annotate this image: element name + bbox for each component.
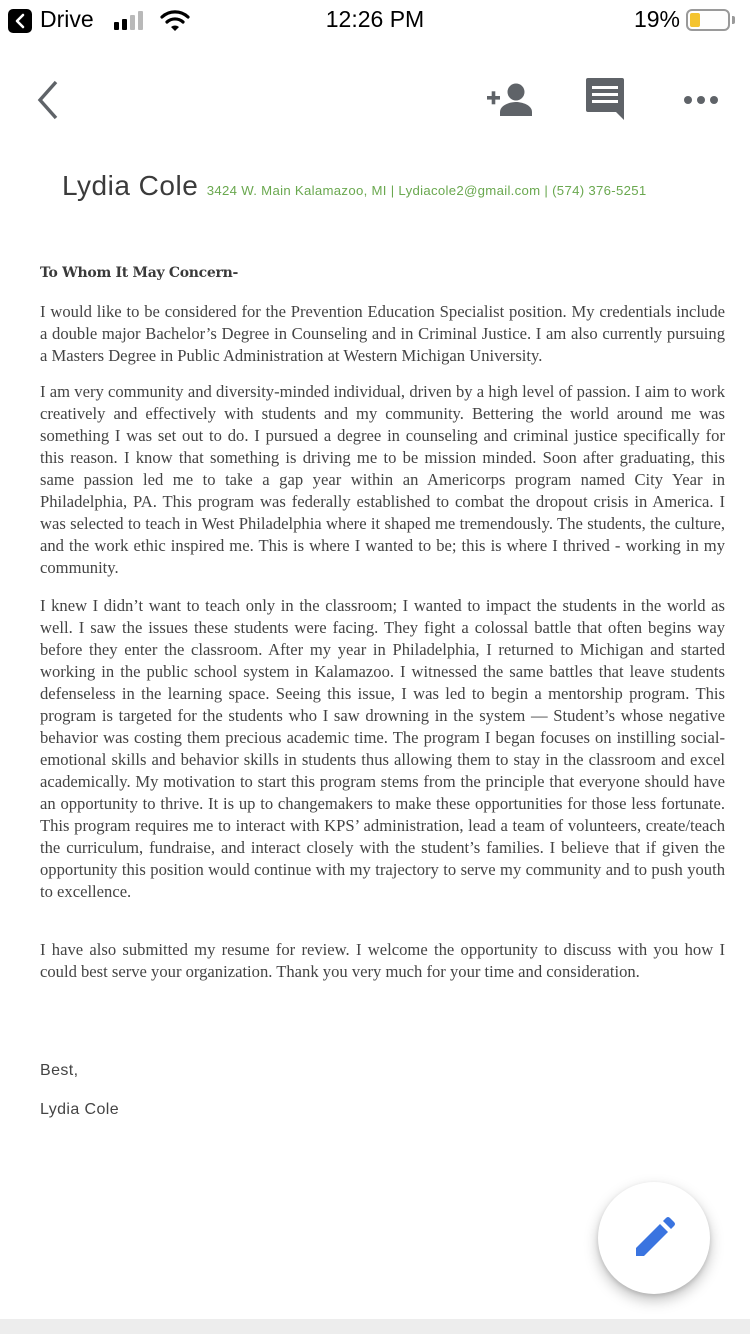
battery-percent: 19% <box>633 6 680 32</box>
back-app-label[interactable]: Drive <box>40 6 94 32</box>
paragraph-1: I would like to be considered for the Prevention Education Specialist position. My credentials include a double major Bachelor’s Degree in Counseling and in Criminal Justice. I am also currently pursuing a Masters Degree in Public Administration at Western Michigan University. <box>40 302 725 365</box>
edit-fab-button[interactable] <box>598 1182 710 1294</box>
author-name: Lydia Cole <box>62 170 199 201</box>
comment-icon <box>582 76 630 124</box>
more-options-button[interactable] <box>680 88 724 112</box>
battery-level-fill <box>690 13 700 27</box>
comments-button[interactable] <box>582 76 630 124</box>
letterhead <box>62 170 647 202</box>
clock-time: 12:26 PM <box>325 6 425 32</box>
bottom-edge-bar <box>0 1319 750 1334</box>
paragraph-3: I knew I didn’t want to teach only in the classroom; I wanted to impact the students in the world as well. I saw the issues these students were facing. They fight a colossal battle that often begins way before they enter the classroom. After my year in Philadelphia, I returned to Michigan and started working in the public school system in Kalamazoo. I witnessed the same battles that leave students defenseless in the learning space. Seeing this issue, I was led to begin a mentorship program. This program is targeted for the students who I saw drowning in the system — Student’s whose negative behavior was costing them precious academic time. The program I began focuses on instilling social-emotional skills and behavior skills in students thus allowing them to stay in the classroom and excel academically. My motivation to start this program stems from the principle that everyone should have an opportunity to thrive. It is up to changemakers to make these opportunities for those less fortunate. This program requires me to interact with KPS’ administration, lead a team of volunteers, create/teach the curriculum, fundraise, and interact closely with the student’s families. I believe that if given the opportunity this position would continue with my trajectory to serve my community and to push youth to excellence. <box>40 596 725 901</box>
chevron-left-icon <box>30 78 66 122</box>
share-add-person-button[interactable] <box>484 80 536 120</box>
back-button[interactable] <box>30 78 66 122</box>
salutation: To Whom It May Concern- <box>40 265 238 281</box>
signature: Lydia Cole <box>40 1101 120 1118</box>
person-add-icon <box>484 80 536 120</box>
closing: Best, <box>40 1062 79 1079</box>
pencil-edit-icon <box>632 1216 676 1260</box>
battery-icon <box>686 9 730 31</box>
more-horizontal-icon <box>680 88 724 112</box>
document-toolbar <box>0 60 750 140</box>
status-bar <box>0 0 750 42</box>
paragraph-2: I am very community and diversity-minded individual, driven by a high level of passion. I aim to work creatively and effectively with students and my community. Bettering the world around me was something I was set out to do. I pursued a degree in counseling and criminal justice specifically for this reason. I know that something is driving me to be mission minded. Soon after graduating, this same passion led me to take a gap year within an Americorps program named City Year in Philadelphia, PA. This program was federally established to combat the dropout crisis in America. I was selected to teach in West Philadelphia where it shaped me tremendously. The students, the culture, and the work ethic inspired me. This is where I wanted to be; this is where I thrived - working in my community. <box>40 382 725 577</box>
battery-tip <box>732 16 735 24</box>
paragraph-4: I have also submitted my resume for review. I welcome the opportunity to discuss with you how I could best serve your organization. Thank you very much for your time and consideration. <box>40 940 725 981</box>
contact-info: 3424 W. Main Kalamazoo, MI | Lydiacole2@gmail.com | (574) 376-5251 <box>206 183 647 198</box>
